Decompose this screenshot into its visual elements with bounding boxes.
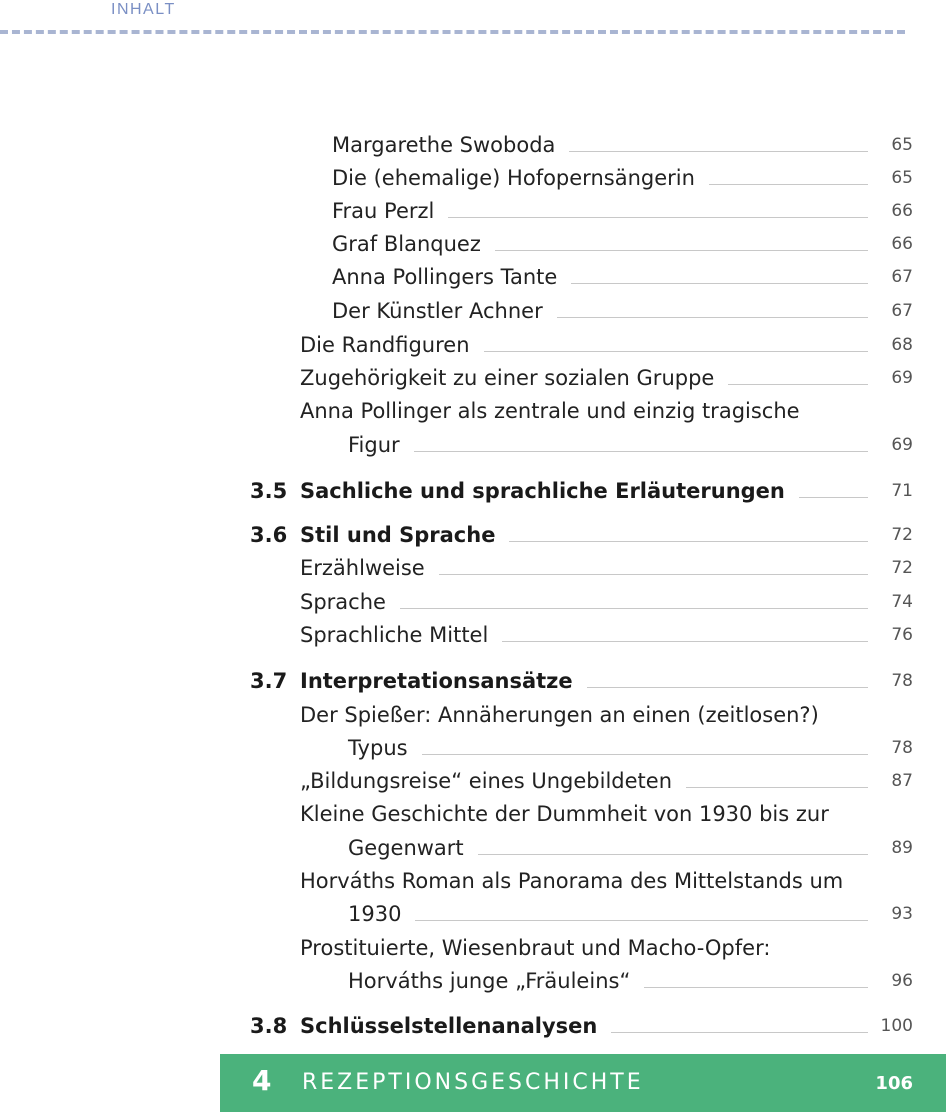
header-dashed-rule [0, 30, 905, 34]
toc-entry[interactable] [0, 666, 946, 696]
page-number: 87 [891, 771, 913, 791]
toc-entry[interactable] [0, 966, 946, 996]
entry-title: „Bildungsreise“ eines Ungebildeten [300, 769, 673, 793]
page-number: 93 [891, 904, 913, 924]
leader-rule [439, 574, 868, 575]
leader-rule [414, 451, 868, 452]
leader-rule [644, 987, 868, 988]
toc-entry [0, 396, 946, 426]
toc-entry[interactable] [0, 587, 946, 617]
leader-rule [728, 384, 868, 385]
section-number: 3.8 [250, 1014, 288, 1038]
chapter-4-link[interactable] [220, 1054, 946, 1112]
entry-title: Frau Perzl [332, 199, 435, 223]
page-number: 71 [891, 481, 913, 501]
toc-entry[interactable] [0, 296, 946, 326]
entry-title: Anna Pollinger als zentrale und einzig tragische [300, 399, 800, 423]
page-number: 69 [891, 368, 913, 388]
entry-title: Gegenwart [348, 836, 464, 860]
toc-entry[interactable] [0, 330, 946, 360]
leader-rule [502, 641, 868, 642]
chapter-title: REZEPTIONSGESCHICHTE [302, 1070, 644, 1095]
leader-rule [569, 151, 868, 152]
toc-entry[interactable] [0, 476, 946, 506]
page-number: 74 [891, 592, 913, 612]
page-number: 67 [891, 267, 913, 287]
toc-entry[interactable] [0, 833, 946, 863]
toc-entry[interactable] [0, 130, 946, 160]
page-number: 96 [891, 971, 913, 991]
section-number: 3.6 [250, 523, 288, 547]
toc-entry [0, 799, 946, 829]
section-title: Sachliche und sprachliche Erläuterungen [300, 479, 785, 503]
page-number: 65 [891, 168, 913, 188]
leader-rule [571, 283, 868, 284]
chapter-number: 4 [252, 1064, 272, 1097]
toc-entry[interactable] [0, 733, 946, 763]
section-title: Schlüsselstellenanalysen [300, 1014, 598, 1038]
page-number: 66 [891, 234, 913, 254]
leader-rule [509, 541, 868, 542]
toc-entry[interactable] [0, 262, 946, 292]
page-number: 67 [891, 301, 913, 321]
leader-rule [415, 920, 868, 921]
page-number: 100 [880, 1016, 913, 1036]
chapter-page-number: 106 [875, 1073, 913, 1094]
leader-rule [557, 317, 868, 318]
page-number: 78 [891, 671, 913, 691]
toc-entry [0, 700, 946, 730]
leader-rule [484, 351, 868, 352]
page-number: 66 [891, 201, 913, 221]
entry-title: Der Künstler Achner [332, 299, 543, 323]
toc-entry[interactable] [0, 363, 946, 393]
leader-rule [686, 787, 868, 788]
leader-rule [611, 1032, 868, 1033]
entry-title: Horváths junge „Fräuleins“ [348, 969, 631, 993]
page-number: 68 [891, 335, 913, 355]
section-number: 3.7 [250, 669, 288, 693]
leader-rule [495, 250, 868, 251]
entry-title: Der Spießer: Annäherungen an einen (zeitlosen?) [300, 703, 819, 727]
entry-title: Kleine Geschichte der Dummheit von 1930 bis zur [300, 802, 829, 826]
entry-title: Erzählweise [300, 556, 425, 580]
toc-entry[interactable] [0, 899, 946, 929]
toc-entry[interactable] [0, 196, 946, 226]
page-number: 78 [891, 738, 913, 758]
entry-title: Margarethe Swoboda [332, 133, 556, 157]
entry-title: Sprachliche Mittel [300, 623, 489, 647]
toc-entry[interactable] [0, 520, 946, 550]
entry-title: Graf Blanquez [332, 232, 481, 256]
toc-entry[interactable] [0, 163, 946, 193]
running-header: INHALT [111, 1, 176, 18]
entry-title: 1930 [348, 902, 402, 926]
entry-title: Zugehörigkeit zu einer sozialen Gruppe [300, 366, 715, 390]
leader-rule [422, 754, 868, 755]
entry-title: Sprache [300, 590, 386, 614]
toc-entry [0, 866, 946, 896]
page-number: 89 [891, 838, 913, 858]
toc-entry[interactable] [0, 1011, 946, 1041]
page-number: 65 [891, 135, 913, 155]
toc-entry [0, 933, 946, 963]
toc-entry[interactable] [0, 553, 946, 583]
toc-entry[interactable] [0, 620, 946, 650]
toc-entry[interactable] [0, 430, 946, 460]
leader-rule [587, 687, 868, 688]
page-number: 69 [891, 435, 913, 455]
entry-title: Horváths Roman als Panorama des Mittelstands um [300, 869, 844, 893]
leader-rule [709, 184, 868, 185]
entry-title: Figur [348, 433, 400, 457]
section-title: Interpretationsansätze [300, 669, 573, 693]
entry-title: Typus [348, 736, 408, 760]
toc-entry[interactable] [0, 766, 946, 796]
entry-title: Anna Pollingers Tante [332, 265, 558, 289]
entry-title: Die Randfiguren [300, 333, 470, 357]
page-number: 72 [891, 525, 913, 545]
page-number: 76 [891, 625, 913, 645]
leader-rule [478, 854, 868, 855]
leader-rule [448, 217, 868, 218]
section-title: Stil und Sprache [300, 523, 496, 547]
entry-title: Die (ehemalige) Hofopernsängerin [332, 166, 695, 190]
entry-title: Prostituierte, Wiesenbraut und Macho-Opfer: [300, 936, 771, 960]
toc-entry[interactable] [0, 229, 946, 259]
page-number: 72 [891, 558, 913, 578]
section-number: 3.5 [250, 479, 288, 503]
leader-rule [400, 608, 868, 609]
